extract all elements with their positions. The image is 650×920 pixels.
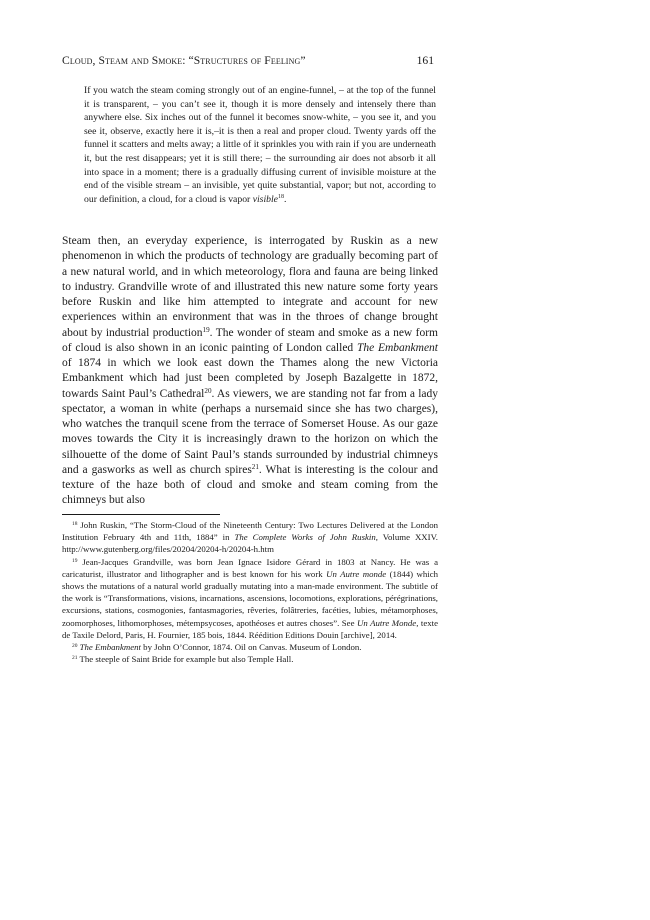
running-title: Cloud, Steam and Smoke: “Structures of Feeling” bbox=[62, 54, 306, 67]
footnote-text: The steeple of Saint Bride for example but also Temple Hall. bbox=[77, 654, 294, 665]
footnotes bbox=[62, 519, 438, 665]
body-text-2: . The wonder of steam and smoke as a new form of cloud is also shown in an iconic painting of London called bbox=[62, 326, 438, 354]
page-number: 161 bbox=[416, 54, 434, 67]
quote-end: . bbox=[283, 193, 287, 205]
footnote-text: by John O’Connor, 1874. Oil on Canvas. Museum of London. bbox=[140, 642, 362, 653]
running-header bbox=[62, 54, 434, 72]
quote-text: If you watch the steam coming strongly out of an engine-funnel, – at the top of the funnel it is transparent, – you can’t see it, though it is more densely and intensely there than anywhere else. Six inches out of the funnel it becomes snow-white, – you see it, and you see it, observe, exactly here it is,–it is then a real and proper cloud. Twenty yards off the funnel it scatters and melts away; a little of it sprinkles you with rain if you are underneath it, but the rest disappears; yet it is still there; – the surrounding air does not absorb it all into space in a moment; there is a gradually diffusing current of invisible moisture at the end of the visible stream – an invisible, yet quite substantial, vapor; but not, according to our definition, a cloud, for a cloud is vapor bbox=[84, 85, 436, 205]
footnote-emphasis: The Embankment bbox=[79, 642, 141, 653]
footnote-number: 21 bbox=[72, 655, 78, 662]
footnote-emphasis: The Complete Works of John Ruskin bbox=[234, 532, 376, 543]
footnote-text: , texte de Taxile Delord, Paris, H. Fournier, 185 bois, 1844. Réédition Editions Douin [archive], 2014. bbox=[62, 617, 438, 640]
body-paragraph bbox=[62, 234, 438, 509]
footnote-21 bbox=[62, 653, 438, 665]
block-quote bbox=[84, 84, 436, 206]
footnote-text: , Volume XXIV. http://www.gutenberg.org/files/20204/20204-h/20204-h.htm bbox=[62, 532, 438, 555]
footnote-ref-19[interactable]: 19 bbox=[202, 325, 210, 334]
footnote-emphasis: Un Autre monde bbox=[326, 568, 387, 579]
quote-emphasis: visible bbox=[252, 193, 278, 205]
footnote-19 bbox=[62, 556, 438, 641]
footnote-number: 20 bbox=[72, 643, 78, 650]
footnote-text: (1844) which shows the mutations of a natural world gradually mutating into a man-made environment. The subtitle of the work is “Transformations, visions, incarnations, ascensions, locomotions, explorations, pérégrinations, excursions, stations, cosmogonies, fantasmagories, rêveries, folâtreries, facéties, lubies, métamorphoses, zoomorphoses, lithomorphoses, métempsycoses, apothéoses et autres choses”. See bbox=[62, 568, 438, 628]
footnote-text: Jean-Jacques Grandville, was born Jean Ignace Isidore Gérard in 1803 at Nancy. He was a caricaturist, illustrator and lithographer and is best known for his work bbox=[62, 556, 438, 579]
body-text-1: Steam then, an everyday experience, is interrogated by Ruskin as a new phenomenon in which the products of technology are gradually becoming part of a new natural world, and in which meteorology, flora and fauna are being linked to industry. Grandville wrote of and illustrated this new nature some forty years before Ruskin and like him attempted to integrate and account for new experiences within an environment that was in the throes of change brought about by industrial production bbox=[62, 235, 438, 339]
footnote-number: 19 bbox=[72, 557, 78, 564]
footnote-18 bbox=[62, 519, 438, 556]
body-text-4: . As viewers, we are standing not far from a lady spectator, a woman in white (perhaps a nursemaid since she has two charges), who watches the tranquil scene from the terrace of Somerset House. As our gaze moves towards the City it is increasingly drawn to the horizon on which the silhouette of the dome of Saint Paul’s stands surrounded by industrial chimneys and a gasworks as well as church spires bbox=[62, 387, 439, 476]
footnote-ref-18[interactable]: 18 bbox=[277, 193, 284, 200]
footnote-ref-20[interactable]: 20 bbox=[204, 386, 212, 395]
footnote-text: John Ruskin, “The Storm-Cloud of the Nineteenth Century: Two Lectures Delivered at the London Institution February 4th and 11th, 1884” in bbox=[62, 520, 438, 543]
footnote-emphasis: Un Autre Monde bbox=[356, 617, 417, 628]
footnote-number: 18 bbox=[72, 521, 78, 527]
body-text-3: of 1874 in which we look east down the Thames along the new Victoria Embankment which had just been completed by Joseph Bazalgette in 1872, towards Saint Paul’s Cathedral bbox=[62, 357, 438, 400]
painting-title: The Embankment bbox=[356, 341, 438, 354]
body-text-5: . What is interesting is the colour and texture of the haze both of cloud and smoke and steam coming from the chimneys but also bbox=[62, 463, 438, 507]
footnote-20 bbox=[62, 641, 438, 653]
footnote-separator bbox=[62, 514, 220, 515]
footnote-ref-21[interactable]: 21 bbox=[251, 462, 259, 471]
